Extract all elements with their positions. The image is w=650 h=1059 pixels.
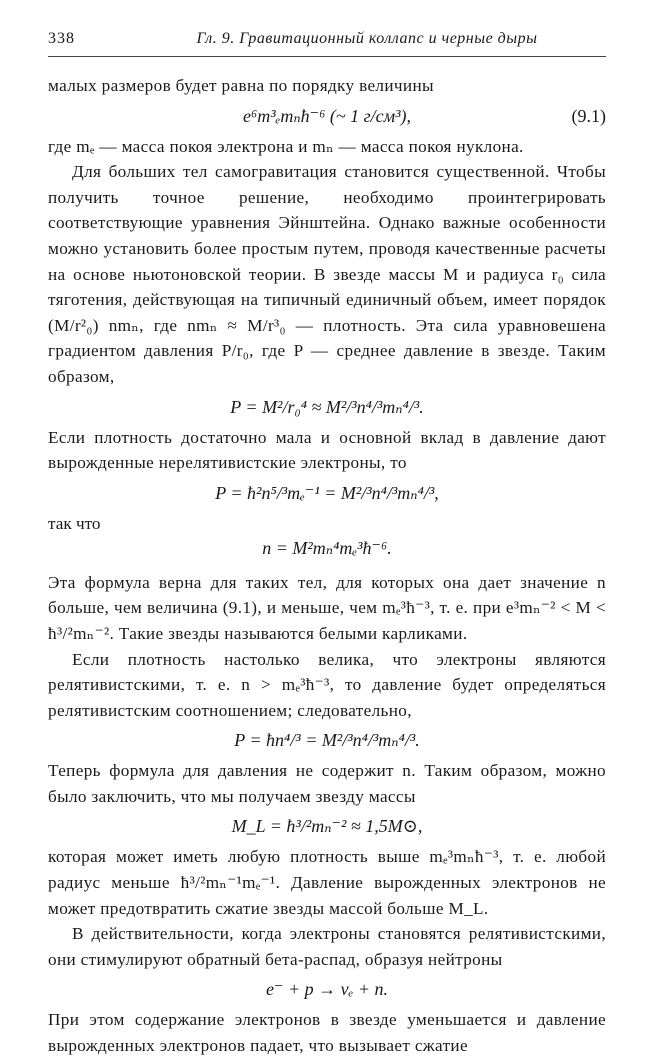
- equation-9-1: [48, 102, 606, 130]
- paragraph: где mₑ — масса покоя электрона и mₙ — масса покоя нуклона.: [48, 136, 524, 156]
- paragraph: Если плотность достаточно мала и основной вклад в давление дают вырожденные нерелятивистские электроны, то: [48, 427, 606, 473]
- formula-beta-decay: e⁻ + p → νₑ + n.: [266, 979, 388, 1000]
- paragraph: Теперь формула для давления не содержит n. Таким образом, можно было заключить, что мы получаем звезду массы: [48, 761, 606, 806]
- paragraph: малых размеров будет равна по порядку величины: [48, 76, 434, 95]
- book-page: [48, 30, 606, 1059]
- running-header: [48, 30, 606, 57]
- running-title: Гл. 9. Гравитационный коллапс и черные дыры: [196, 30, 538, 47]
- formula-text: e⁶m³ₑmₙħ⁻⁶ (~ 1 г/см³),: [242, 105, 412, 126]
- formula-pressure-gravity: P = M²/r₀⁴ ≈ M²/³n⁴/³mₙ⁴/³.: [230, 396, 424, 417]
- formula-pressure-nonrelativistic: P = ħ²n⁵/³mₑ⁻¹ = M²/³n⁴/³mₙ⁴/³,: [215, 482, 439, 503]
- paragraph: Если плотность настолько велика, что электроны являются релятивистскими, т. е. n > mₑ³ħ⁻³, то давление будет определяться релятивистским соотношением; следовательно,: [48, 649, 606, 720]
- equation-number: (9.1): [571, 105, 606, 126]
- paragraph: При этом содержание электронов в звезде уменьшается и давление вырожденных электронов падает, что вызывает сжатие: [48, 1010, 606, 1056]
- paragraph: Эта формула верна для таких тел, для которых она дает значение n больше, чем величина (9.1), и меньше, чем mₑ³ħ⁻³, т. е. при e³mₙ⁻² < M < ħ³/²mₙ⁻². Такие звезды называются белыми карликами.: [48, 572, 606, 643]
- formula-density: n = M²mₙ⁴mₑ³ħ⁻⁶.: [262, 537, 392, 558]
- formula-limit-mass: M_L = ħ³/²mₙ⁻² ≈ 1,5M⊙,: [231, 816, 423, 837]
- paragraph: Для больших тел самогравитация становится существенной. Чтобы получить точное решение, необходимо проинтегрировать соответствующие уравнения Эйнштейна. Однако важные особенности можно установить более простым путем, проводя качественные расчеты на основе ньютоновской теории. В звезде массы M и радиуса r₀ сила тяготения, действующая на типичный единичный объем, имеет порядок (M/r²₀) nmₙ, где nmₙ ≈ M/r³₀ — плотность. Эта сила уравновешена градиентом давления P/r₀, где P — среднее давление в звезде. Таким образом,: [48, 162, 606, 386]
- paragraph: которая может иметь любую плотность выше mₑ³mₙħ⁻³, т. е. любой радиус меньше ħ³/²mₙ⁻¹mₑ⁻¹. Давление вырожденных электронов не может предотвратить сжатие звезды массой больше M_L.: [48, 847, 606, 918]
- page-number: 338: [48, 30, 75, 47]
- formula-pressure-relativistic: P = ħn⁴/³ = M²/³n⁴/³mₙ⁴/³.: [234, 730, 420, 751]
- paragraph: В действительности, когда электроны становятся релятивистскими, они стимулируют обратный бета-распад, образуя нейтроны: [48, 924, 606, 969]
- text-line: так что: [48, 513, 101, 533]
